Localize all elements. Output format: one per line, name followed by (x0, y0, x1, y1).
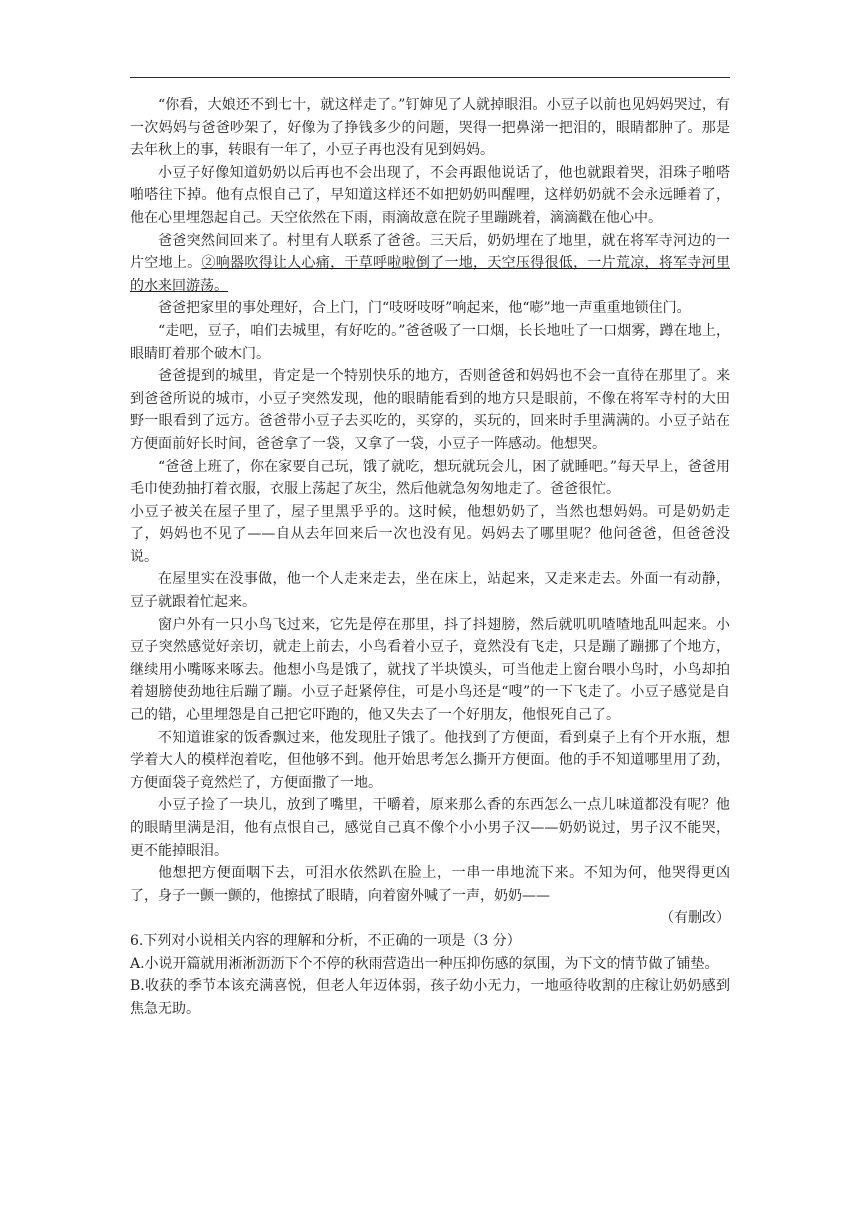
question-stem: 6.下列对小说相关内容的理解和分析，不正确的一项是（3 分） (130, 932, 521, 949)
source-note: （有删改） (660, 910, 730, 927)
underlined-sentence: ②响器吹得让人心痛，干草呼啦啦倒了一地，天空压得很低，一片荒凉，将军寺河里的水来回游荡。 (130, 255, 731, 294)
paragraph: 爸爸提到的城里，肯定是一个特别快乐的地方，否则爸爸和妈妈也不会一直待在那里了。来到爸爸所说的城市，小豆子突然发现，他的眼睛能看到的地方只是眼前，不像在将军寺村的大田野一眼看到了远方。爸爸带小豆子去买吃的，买穿的，买玩的，回来时手里满满的。小豆子站在方便面前好长时间，爸爸拿了一袋，又拿了一袋，小豆子一阵感动。他想哭。 (130, 368, 730, 452)
paragraph-text: 爸爸突然间回来了。村里有人联系了爸爸。三天后，奶奶埋在了地里，就在将军寺河边的一片空地上。 (130, 232, 730, 272)
paragraph: 小豆子好像知道奶奶以后再也不会出现了，不会再跟他说话了，他也就跟着哭，泪珠子啪嗒啪嗒往下掉。他有点恨自己了，早知道这样还不如把奶奶叫醒哩，这样奶奶就不会永远睡着了，他在心里埋怨起自己。天空依然在下雨，雨滴故意在院子里蹦跳着，滴滴戳在他心中。 (130, 164, 730, 226)
paragraph: “走吧，豆子，咱们去城里，有好吃的。”爸爸吸了一口烟，长长地吐了一口烟雾，蹲在地上，眼睛盯着那个破木门。 (130, 322, 730, 362)
document-body (130, 94, 730, 1020)
paragraph: “你看，大娘还不到七十，就这样走了。”钉婶见了人就掉眼泪。小豆子以前也见妈妈哭过，有一次妈妈与爸爸吵架了，好像为了挣钱多少的问题，哭得一把鼻涕一把泪的，眼睛都肿了。那是去年秋上的事，转眼有一年了，小豆子再也没有见到妈妈。 (130, 97, 730, 159)
paragraph: 小豆子被关在屋子里了，屋子里黑乎乎的。这时候，他想奶奶了，当然也想妈妈。可是奶奶走了，妈妈也不见了——自从去年回来后一次也没有见。妈妈去了哪里呢？他问爸爸，但爸爸没说。 (130, 503, 730, 565)
header-rule (130, 77, 730, 78)
paragraph (130, 230, 730, 298)
question-option-a: A.小说开篇就用淅淅沥沥下个不停的秋雨营造出一种压抑伤感的氛围，为下文的情节做了铺垫。 (130, 955, 719, 972)
question-option-b: B.收获的季节本该充满喜悦，但老人年迈体弱，孩子幼小无力，一地亟待收割的庄稼让奶奶感到焦急无助。 (130, 978, 730, 1017)
paragraph: 不知道谁家的饭香飘过来，他发现肚子饿了。他找到了方便面，看到桌子上有个开水瓶，想学着大人的模样泡着吃，但他够不到。他开始思考怎么撕开方便面。他的手不知道哪里用了劲，方便面袋子竟然烂了，方便面撒了一地。 (130, 729, 730, 791)
paragraph: 他想把方便面咽下去，可泪水依然趴在脸上，一串一串地流下来。不知为何，他哭得更凶了，身子一颤一颤的，他擦拭了眼睛，向着窗外喊了一声，奶奶—— (130, 865, 730, 904)
paragraph: 小豆子捡了一块儿，放到了嘴里，干嚼着，原来那么香的东西怎么一点儿味道都没有呢？他的眼睛里满是泪，他有点恨自己，感觉自己真不像个小小男子汉——奶奶说过，男子汉不能哭，更不能掉眼泪。 (130, 797, 730, 859)
paragraph: 爸爸把家里的事处理好，合上门，门“吱呀吱呀”响起来，他“嘭”地一声重重地锁住门。 (158, 300, 691, 317)
paragraph: “爸爸上班了，你在家要自己玩，饿了就吃，想玩就玩会儿，困了就睡吧。”每天早上，爸爸用毛巾使劲抽打着衣服，衣服上荡起了灰尘，然后他就急匆匆地走了。爸爸很忙。 (130, 458, 730, 498)
paragraph: 在屋里实在没事做，他一个人走来走去，坐在床上，站起来，又走来走去。外面一有动静，豆子就跟着忙起来。 (130, 571, 730, 611)
paragraph: 窗户外有一只小鸟飞过来，它先是停在那里，抖了抖翅膀，然后就叽叽喳喳地乱叫起来。小豆子突然感觉好亲切，就走上前去，小鸟看着小豆子，竟然没有飞走，只是蹦了蹦挪了个地方，继续用小嘴啄来啄去。他想小鸟是饿了，就找了半块馍头，可当他走上窗台喂小鸟时，小鸟却拍着翅膀使劲地往后蹦了蹦。小豆子赶紧停住，可是小鸟还是“嗖”的一下飞走了。小豆子感觉是自己的错，心里埋怨是自己把它吓跑的，他又失去了一个好朋友，他恨死自己了。 (130, 616, 730, 724)
